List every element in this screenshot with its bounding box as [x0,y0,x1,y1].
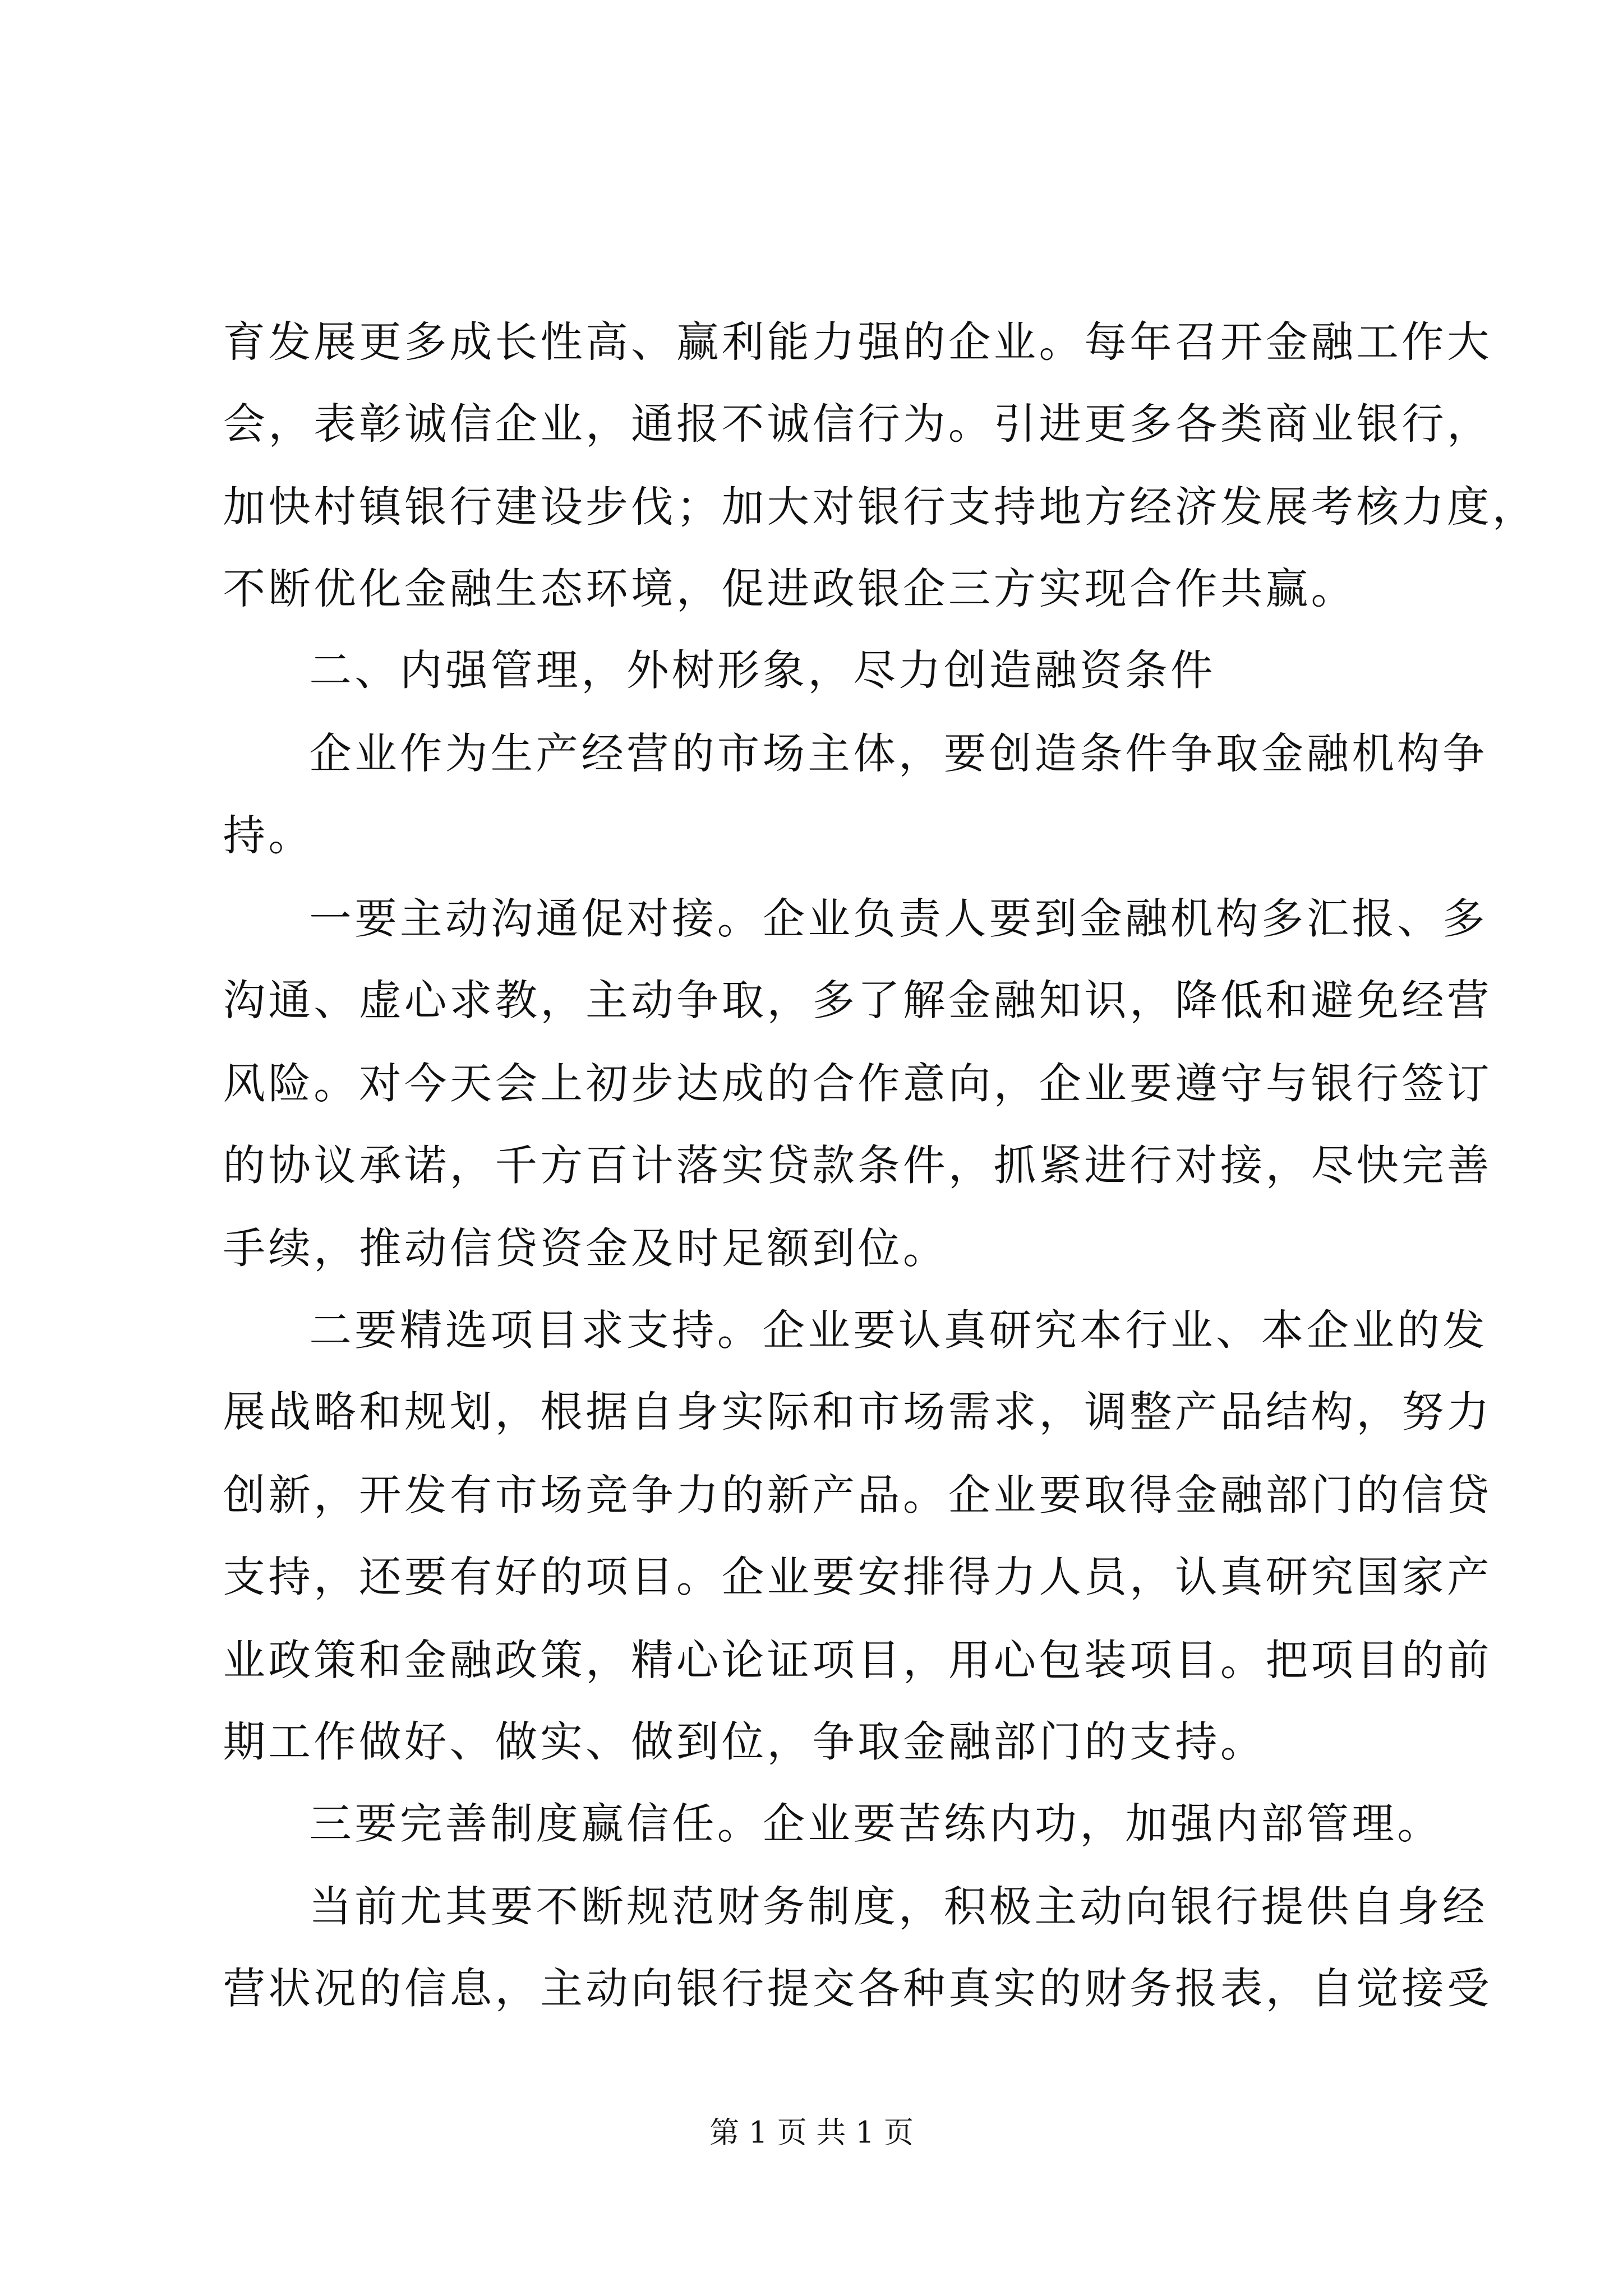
text-line: 一要主动沟通促对接。企业负责人要到金融机构多汇报、多 [309,894,1488,944]
text-line: 业政策和金融政策，精心论证项目，用心包装项目。把项目的前 [223,1636,1492,1685]
text-line: 风险。对今天会上初步达成的合作意向，企业要遵守与银行签订 [223,1059,1492,1109]
text-line: 二要精选项目求支持。企业要认真研究本行业、本企业的发 [309,1306,1488,1355]
text-line: 三要完善制度赢信任。企业要苦练内功，加强内部管理。 [309,1799,1443,1849]
text-line: 企业作为生产经营的市场主体，要创造条件争取金融机构争 [309,729,1488,779]
page-number-label: 第 1 页 共 1 页 [709,2114,914,2150]
text-line: 加快村镇银行建设步伐；加大对银行支持地方经济发展考核力度， [223,483,1538,532]
text-line: 育发展更多成长性高、赢利能力强的企业。每年召开金融工作大 [223,318,1492,367]
text-line: 展战略和规划，根据自身实际和市场需求，调整产品结构，努力 [223,1388,1492,1437]
text-line: 创新，开发有市场竞争力的新产品。企业要取得金融部门的信贷 [223,1471,1492,1521]
text-line: 手续，推动信贷资金及时足额到位。 [223,1224,948,1274]
text-line: 的协议承诺，千方百计落实贷款条件，抓紧进行对接，尽快完善 [223,1141,1492,1190]
page-footer [0,2112,1623,2153]
text-line: 不断优化金融生态环境，促进政银企三方实现合作共赢。 [223,565,1357,614]
section-heading: 二、内强管理，外树形象，尽力创造融资条件 [309,646,1216,696]
text-line: 支持，还要有好的项目。企业要安排得力人员，认真研究国家产 [223,1553,1492,1602]
text-line: 沟通、虚心求教，主动争取，多了解金融知识，降低和避免经营 [223,976,1492,1025]
text-line: 当前尤其要不断规范财务制度，积极主动向银行提供自身经 [309,1882,1488,1932]
text-line: 营状况的信息，主动向银行提交各种真实的财务报表，自觉接受 [223,1964,1492,2014]
text-line: 会，表彰诚信企业，通报不诚信行为。引进更多各类商业银行， [223,399,1492,449]
text-line: 期工作做好、做实、做到位，争取金融部门的支持。 [223,1717,1266,1767]
text-line: 持。 [223,811,314,861]
